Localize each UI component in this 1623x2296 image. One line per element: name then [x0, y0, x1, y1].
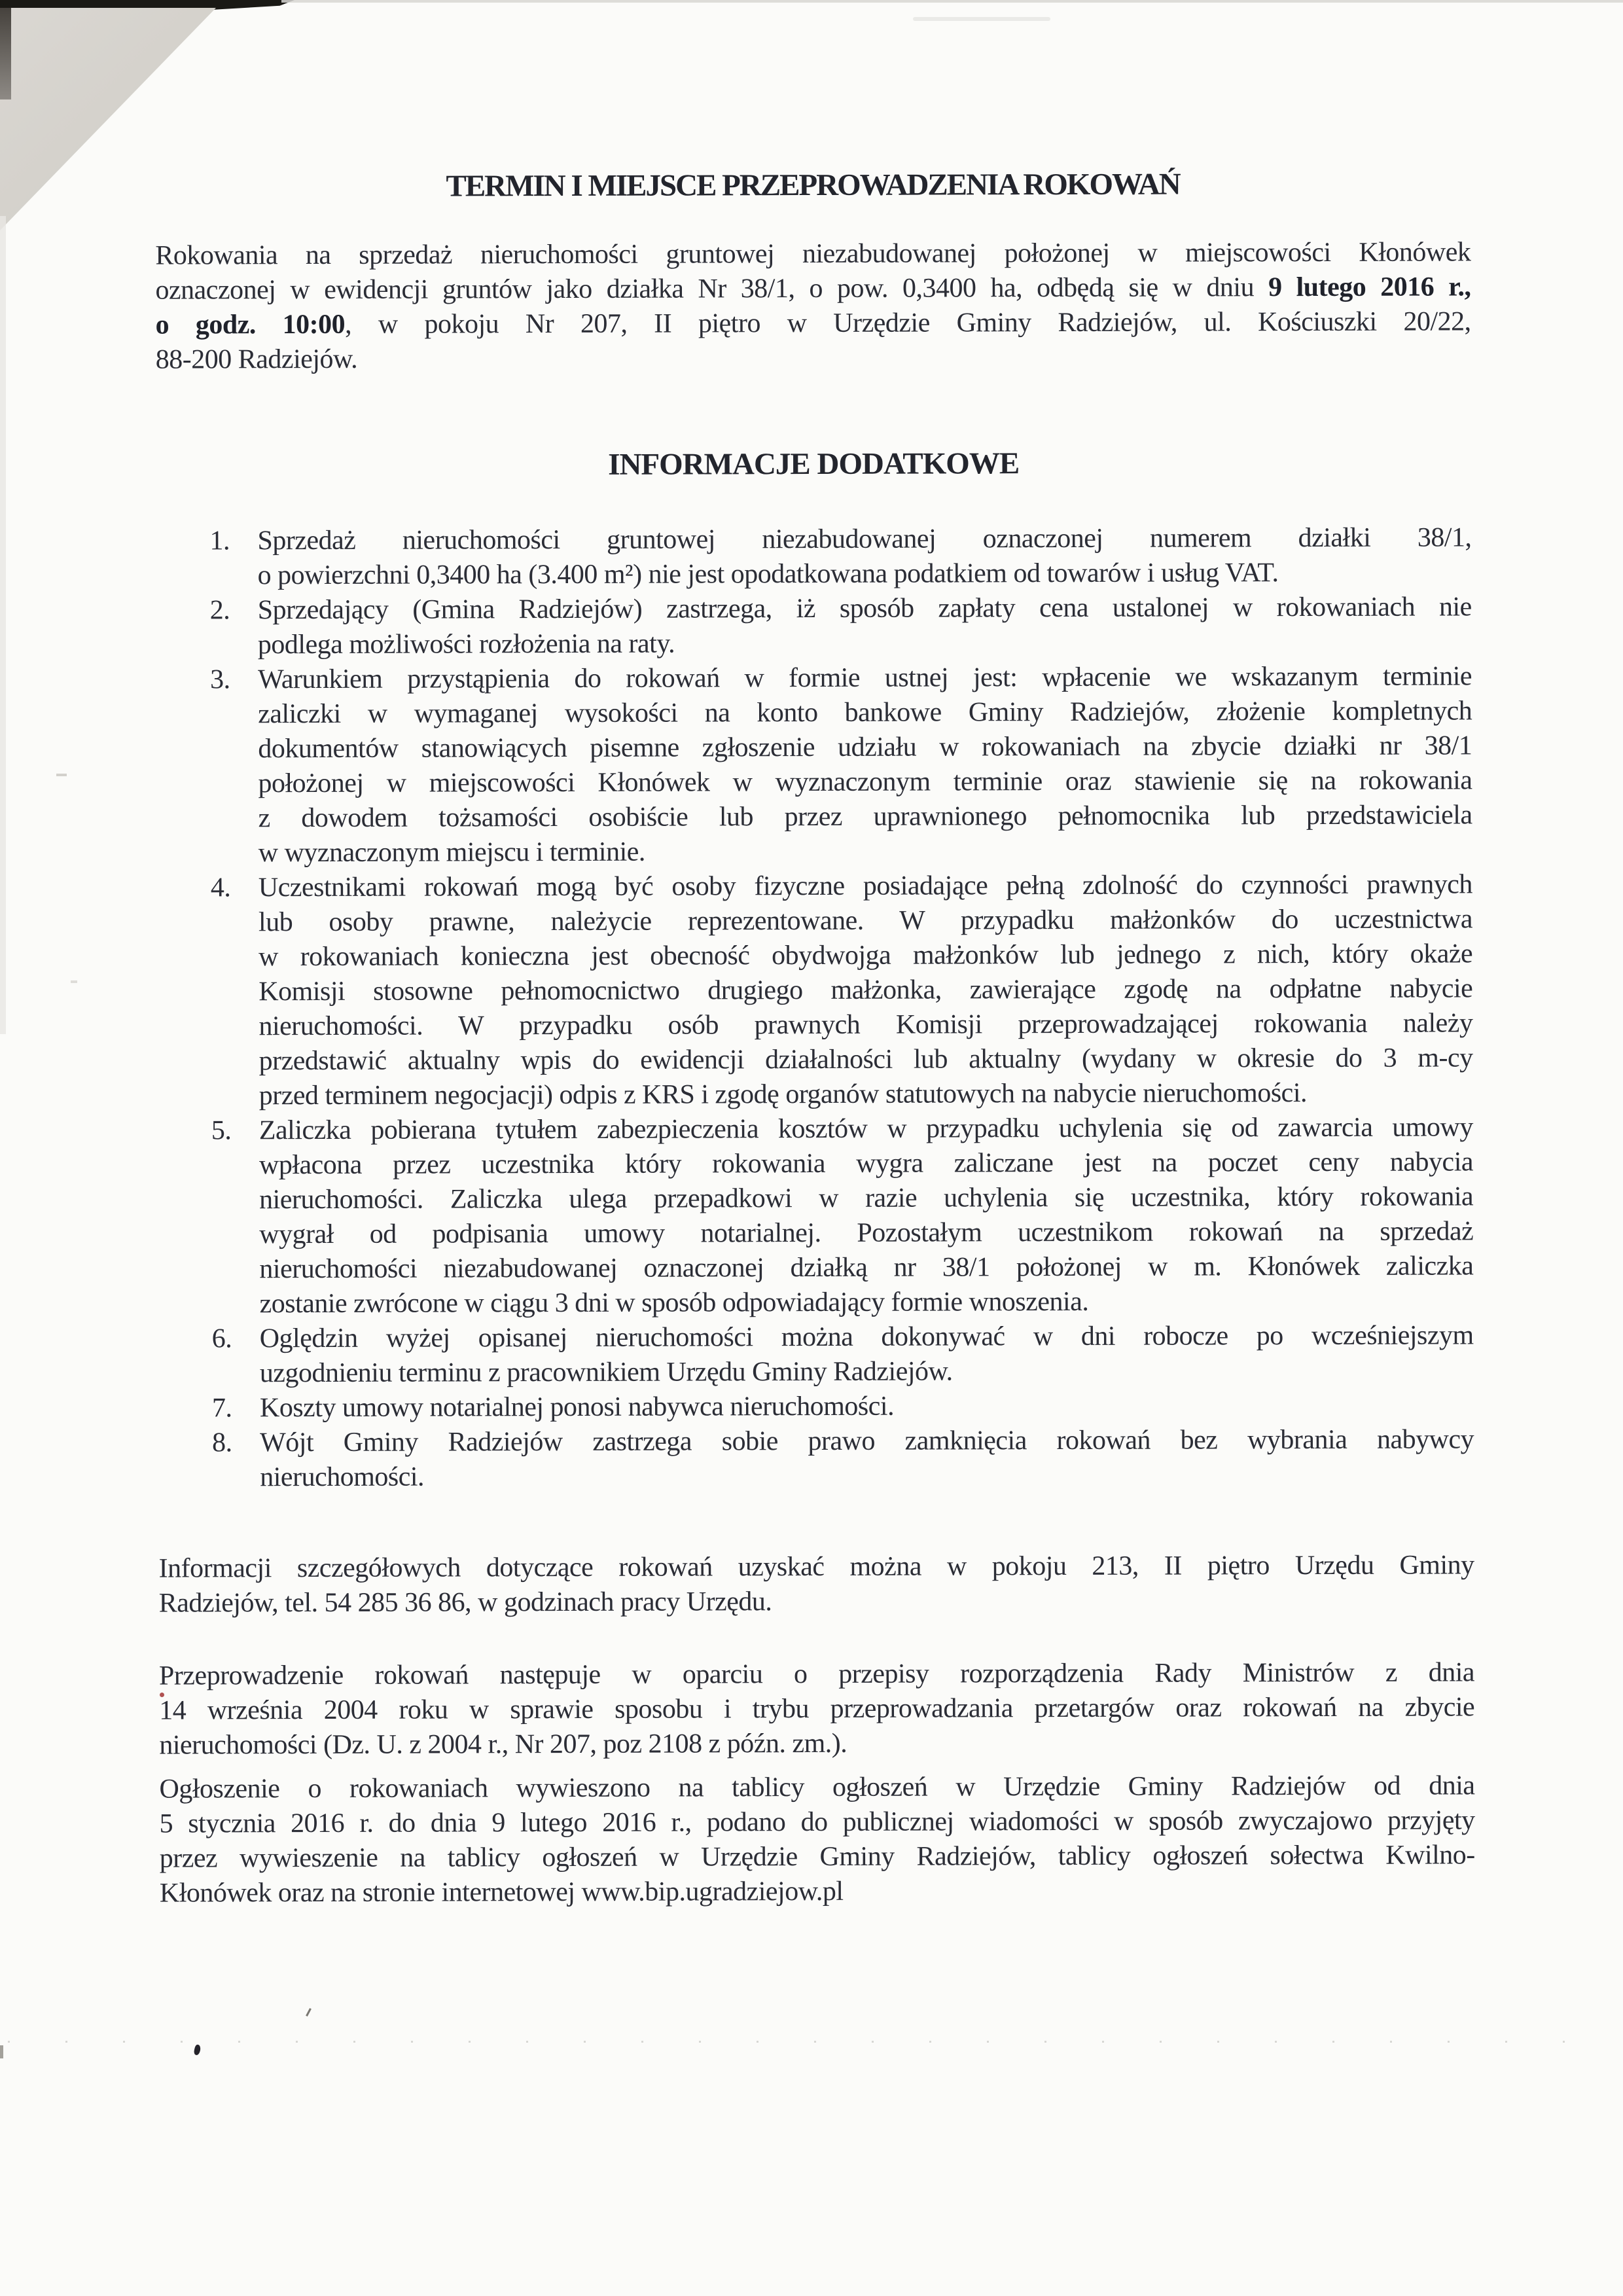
section-heading: INFORMACJE DODATKOWE: [608, 446, 1020, 482]
text-line: 88-200 Radziejów.: [155, 344, 358, 375]
text-line: wygrał od podpisania umowy notarialnej. Pozostałym uczestnikom rokowań na sprzedaż: [259, 1216, 1474, 1250]
scan-artifact-margin-dash-2: [71, 980, 77, 983]
text-line: 14 września 2004 roku w sprawie sposobu i trybu przeprowadzania przetargów oraz rokowań na zbycie: [159, 1692, 1475, 1726]
list-item-number: 6.: [211, 1323, 232, 1354]
text-line: podlega możliwości rozłożenia na raty.: [257, 628, 675, 660]
scan-artifact-left-mark: [0, 2045, 3, 2058]
text-line: dokumentów stanowiących pisemne zgłoszenie udziału w rokowaniach na zbycie działki nr 38/1: [258, 730, 1472, 764]
list-item-number: 1.: [209, 526, 230, 556]
text-line: Przeprowadzenie rokowań następuje w oparciu o przepisy rozporządzenia Rady Ministrów z dnia: [158, 1657, 1475, 1691]
list-item: [156, 659, 1472, 870]
text-line: nieruchomości.: [260, 1462, 425, 1493]
text-line: o godz. 10:00, w pokoju Nr 207, II piętro w Urzędzie Gminy Radziejów, ul. Kościuszki 20/22,: [155, 306, 1471, 340]
scan-artifact-margin-dash-1: [56, 774, 67, 776]
intro-paragraph: [155, 235, 1471, 377]
text-line: oznaczonej w ewidencji gruntów jako działka Nr 38/1, o pow. 0,3400 ha, odbędą się w dniu 9 lutego 2016 r.,: [155, 272, 1471, 306]
list-item: [158, 1318, 1474, 1391]
scan-artifact-left-strip: [0, 8, 11, 99]
additional-info-list: [156, 520, 1474, 1495]
text-line: przedstawić aktualny wpis do ewidencji działalności lub aktualny (wydany w okresie do 3 m-cy: [259, 1043, 1473, 1077]
text-line: Oględzin wyżej opisanej nieruchomości można dokonywać w dni robocze po wcześniejszym: [259, 1320, 1474, 1354]
text-line: Koszty umowy notarialnej ponosi nabywca nieruchomości.: [259, 1391, 895, 1424]
text-line: Sprzedaż nieruchomości gruntowej niezabudowanej oznaczonej numerem działki 38/1,: [257, 522, 1472, 556]
text-line: nieruchomości niezabudowanej oznaczonej działką nr 38/1 położonej w m. Kłonówek zaliczka: [259, 1251, 1474, 1285]
text-line: Rokowania na sprzedaż nieruchomości gruntowej niezabudowanej położonej w miejscowości Kłonówek: [155, 237, 1471, 271]
text-line: wpłacona przez uczestnika który rokowania wygra zaliczane jest na poczet ceny nabycia: [259, 1147, 1474, 1181]
text-line: 5 stycznia 2016 r. do dnia 9 lutego 2016 r., podano do publicznej wiadomości w sposób zwyczajowo przyjęty: [159, 1805, 1475, 1839]
text-line: lub osoby prawne, należycie reprezentowane. W przypadku małżonków do uczestnictwa: [258, 904, 1473, 938]
text-line: Zaliczka pobierana tytułem zabezpieczenia kosztów w przypadku uchylenia się od zawarcia umowy: [259, 1112, 1473, 1146]
text-line: z dowodem tożsamości osobiście lub przez uprawnionego pełnomocnika lub przedstawiciela: [258, 800, 1472, 834]
text-line: o powierzchni 0,3400 ha (3.400 m²) nie jest opodatkowana podatkiem od towarów i usług VAT.: [257, 558, 1279, 591]
list-item-text: [259, 867, 1473, 1113]
list-item-text: [260, 1318, 1474, 1391]
text-line: przed terminem negocjacji) odpis z KRS i zgodę organów statutowych na nabycie nieruchomości.: [259, 1078, 1308, 1111]
text-line: nieruchomości (Dz. U. z 2004 r., Nr 207, poz 2108 z późn. zm.).: [159, 1728, 847, 1761]
list-item-text: [257, 520, 1471, 593]
text-line: Ogłoszenie o rokowaniach wywieszono na tablicy ogłoszeń w Urzędzie Gminy Radziejów od dnia: [159, 1770, 1475, 1804]
closing-paragraph-contact: [159, 1548, 1474, 1621]
text-line: uzgodnieniu terminu z pracownikiem Urzędu Gminy Radziejów.: [259, 1356, 953, 1389]
list-item: [156, 590, 1472, 662]
document-content: [154, 0, 1476, 2296]
list-item-number: 4.: [210, 872, 231, 903]
list-item-text: [259, 1110, 1474, 1321]
text-line: Informacji szczegółowych dotyczące rokowań uzyskać można w pokoju 213, II piętro Urzędu Gminy: [158, 1550, 1474, 1584]
document-title: TERMIN I MIEJSCE PRZEPROWADZENIA ROKOWAŃ: [446, 167, 1180, 204]
list-item-text: [258, 590, 1472, 662]
list-item-number: 7.: [211, 1393, 232, 1424]
list-item: [158, 1422, 1474, 1495]
text-line: w rokowaniach konieczna jest obecność obydwojga małżonków lub jednego z nich, który okaże: [259, 939, 1473, 973]
text-line: Kłonówek oraz na stronie internetowej www.bip.ugradziejow.pl: [159, 1876, 844, 1909]
text-line: Radziejów, tel. 54 285 36 86, w godzinach pracy Urzędu.: [158, 1587, 772, 1619]
list-item-text: [260, 1388, 1474, 1426]
text-line: Komisji stosowne pełnomocnictwo drugiego małżonka, zawierające zgodę na odpłatne nabycie: [259, 973, 1473, 1007]
list-item: [158, 1110, 1474, 1321]
text-line: nieruchomości. Zaliczka ulega przepadkowi w razie uchylenia się uczestnika, który rokowania: [259, 1181, 1474, 1215]
list-item: [158, 1388, 1474, 1426]
list-item-number: 2.: [209, 595, 230, 626]
list-item: [156, 520, 1471, 593]
closing-paragraph-legal-basis: [159, 1655, 1474, 1763]
text-line: nieruchomości. W przypadku osób prawnych Komisji przeprowadzającej rokowania należy: [259, 1008, 1473, 1042]
text-line: Sprzedający (Gmina Radziejów) zastrzega, iż sposób zapłaty cena ustalonej w rokowaniach nie: [257, 592, 1472, 626]
text-line: położonej w miejscowości Kłonówek w wyznaczonym terminie oraz stawienie się na rokowania: [258, 765, 1472, 799]
list-item-text: [258, 659, 1472, 870]
scan-artifact-left-edge: [0, 216, 6, 1034]
text-line: zostanie zwrócone w ciągu 3 dni w sposób odpowiadający formie wnoszenia.: [259, 1286, 1089, 1319]
list-item-number: 3.: [209, 664, 230, 695]
text-line: Wójt Gminy Radziejów zastrzega sobie prawo zamknięcia rokowań bez wybrania nabywcy: [260, 1424, 1474, 1458]
text-line: Warunkiem przystąpienia do rokowań w formie ustnej jest: wpłacenie we wskazanym terminie: [257, 661, 1472, 695]
text-line: w wyznaczonym miejscu i terminie.: [258, 836, 645, 869]
list-item: [157, 867, 1473, 1113]
list-item-number: 8.: [212, 1427, 232, 1458]
list-item-number: 5.: [211, 1115, 232, 1146]
text-line: przez wywieszenie na tablicy ogłoszeń w Urzędzie Gminy Radziejów, tablicy ogłoszeń sołectwa Kwilno-: [159, 1840, 1475, 1874]
text-line: zaliczki w wymaganej wysokości na konto bankowe Gminy Radziejów, złożenie kompletnych: [258, 696, 1472, 730]
text-line: Uczestnikami rokowań mogą być osoby fizyczne posiadające pełną zdolność do czynności prawnych: [258, 869, 1472, 903]
list-item-text: [260, 1422, 1474, 1495]
closing-paragraph-publication: [159, 1768, 1475, 1910]
